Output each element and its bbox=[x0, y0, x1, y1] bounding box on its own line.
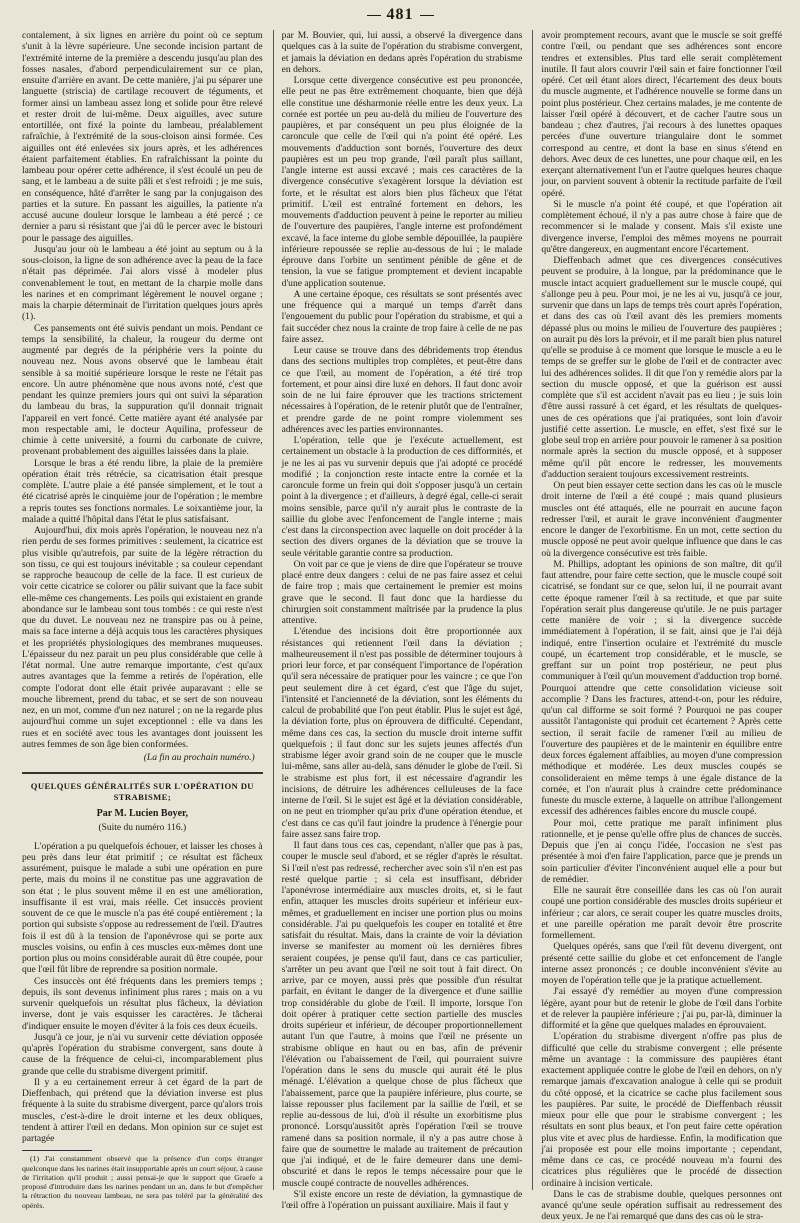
paragraph: On peut bien essayer cette section dans les cas où le muscle droit interne de l'œil a été coupé ; mais quand plusieurs muscles ont été attaqués, elle ne pourrait en aucune façon redresser l'œil, et aurait le grave inconvénient d'augmenter encore le danger de l'exorbitisme. En un mot, cette section du muscle opposé ne peut avoir quelque influence que dans le cas où la divergence consécutive est très faible. bbox=[541, 480, 783, 559]
paragraph: L'opération du strabisme divergent n'offre pas plus de difficulté que celle du strabisme convergent ; elle présente même un avantage : la commissure des paupières étant exactement appliquée contre le globe de l'œil en dehors, on n'y remarque jamais d'excavation analogue à celle qui se produit du côté opposé, et la cicatrice se cache plus facilement sous les paupières. Par suite, le procédé de Dieffenbach réussit mieux pour elle que pour le strabisme convergent ; les résultats en sont plus beaux, et l'on peut faire cette opération plus vite et avec plus de hardiesse. Enfin, la modification que j'ai proposée est pour elle moins importante ; cependant, même dans ce cas, ce procédé nouveau m'a fourni des cicatrices plus régulières que le procédé de dissection ordinaire à incision verticale. bbox=[541, 1031, 783, 1189]
article-title: QUELQUES GÉNÉRALITÉS SUR L'OPÉRATION DU STRABISME; bbox=[30, 781, 254, 803]
paragraph: avoir promptement recours, avant que le muscle se soit greffé contre l'œil, ou pendant que ses adhérences sont encore tendres et extensibles. Plus tard elle serait complètement inutile. Il faut alors couvrir l'œil sain et faire fonctionner l'œil opéré. Cet œil étant alors direct, l'écartement des deux bouts du muscle augmente, et l'adhérence nouvelle se forme dans un point plus postérieur. Chez certains malades, je me contente de laisser l'œil opéré à découvert, et de cacher l'autre sous un bandeau ; chez d'autres, j'ai recours à des lunettes opaques percées d'une ouverture triangulaire dont le sommet correspond au centre, et dont la base en sinus s'étend en dehors. Avec deux de ces lunettes, une pour chaque œil, en les exerçant alternativement l'un et l'autre quelques heures chaque jour, on parvient souvent à obtenir la rectitude parfaite de l'œil opéré. bbox=[541, 30, 783, 199]
column-right bbox=[532, 30, 783, 1223]
paragraph: M. Phillips, adoptant les opinions de son maître, dit qu'il faut attendre, pour faire cette section, que le muscle coupé soit cicatrisé, se fondant sur ce que, selon lui, il ne pourrait avant cette époque ramener l'œil à sa rectitude, et que par suite l'opération serait plus dangereuse qu'utile. Je ne puis partager cette manière de voir ; si la divergence succède immédiatement à l'opération, il se fait, ainsi que je l'ai déjà indiqué, entre l'insertion oculaire et l'extrémité du muscle coupé, un écartement trop considérable, et le muscle, se greffant sur un point trop postérieur, ne peut plus communiquer à l'œil qu'un mouvement d'adduction trop borné. Pourquoi attendre que cette consolidation vicieuse soit accomplie ? Dans les fractures, attend-t-on, pour les réduire, qu'un cal difforme se soit formé ? Pourquoi ne pas couper aussitôt l'antagoniste qui produit cet écartement ? Après cette section, il serait facile de ramener l'œil au milieu de l'ouverture des paupières et de le maintenir en équilibre entre deux forces également affaiblies, au moyen d'une compression méthodique et modérée. Les deux muscles coupés se consolideraient en même temps à une égale distance de la cornée, et l'on n'aurait plus à craindre cette prédominance funeste du muscle externe, à laquelle on attribue l'allongement excessif des adhérences faibles encore du muscle coupé. bbox=[541, 558, 783, 818]
text-columns bbox=[22, 30, 783, 1223]
paragraph: Leur cause se trouve dans des débridements trop étendus dans des sections multiples trop complètes, et peut-être dans ce que l'œil, au moment de l'opération, a été tiré trop fortement, et pour ainsi dire luxé en dehors. Il faut donc avoir soin de ne lui faire éprouver que les tractions strictement nécessaires à l'opération, de le retenir plutôt que de l'entraîner, et prendre garde de ne point rompre violemment ses adhérences avec les parties environnantes. bbox=[281, 345, 523, 435]
paragraph: S'il existe encore un reste de déviation, la gymnastique de l'œil offre à l'opération un puissant auxiliaire. Mais il faut y bbox=[281, 1188, 523, 1211]
footnote: (1) J'ai constamment observé que la présence d'un corps étranger quelconque dans les narines était insupportable après un court séjour, à cause de l'irritation qu'il produit ; aussi pensai-je que le support que Graefe a proposé d'introduire dans les narines pendant un an, dans le but d'empêcher la rétraction du nouveau lambeau, ne sera pas toléré par la généralité des opérés. bbox=[22, 1154, 263, 1210]
column-left bbox=[22, 30, 263, 1210]
paragraph: Aujourd'hui, dix mois après l'opération, le nouveau nez n'a rien perdu de ses formes primitives : seulement, la cicatrice est plus visible qu'autrefois, par suite de la légère rétraction du son tissu, ce qui est toujours inévitable ; sa couleur cependant se rapproche beaucoup de celle de la face. Il est curieux de voir cette cicatrice se colorer ou pâlir suivant que la face subit elle-même ces changements. Les poils qui existaient en grande abondance sur le lambeau sont tous tombés : ce qui reste n'est que du duvet. Le nouveau nez ne transpire pas ou à peine, mais sa face interne a déjà acquis tous les caractères physiques et les propriétés physiologiques des membranes muqueuses. L'épaisseur du nez parait un peu plus considérable que celle à l'état normal. Une autre remarque importante, c'est qu'aux autres avantages que la femme a retirés de l'opération, elle compte l'odorat dont elle était privée auparavant : elle se mouche librement, prend du tabac, et se sert de son nouveau nez, en un mot, comme d'un nez naturel ; on ne la regarde plus aujourd'hui comme un sujet exceptionnel : elle va dans les rues et en société avec tous les avantages dont jouissent les autres femmes de son âge bien conformées. bbox=[22, 525, 263, 750]
paragraph: Ces pansements ont été suivis pendant un mois. Pendant ce temps la sensibilité, la chaleur, la rougeur du derme ont augmenté par degrés de la périphérie vers la pointe du nouveau nez. Nous avons observé que le lambeau était sensible à sa moitié supérieure lorsque le reste ne l'était pas encore. Un autre phénomène que nous avons noté, c'est que pendant les quinze premiers jours qui ont suivi la séparation du lambeau du bras, la suppuration qu'il donnait trignait l'appareil en vert foncé. Cette matière ayant été analysée par mon respectable ami, le docteur Aquilina, professeur de chimie à cette université, a fourni du carbonate de cuivre, provenant probablement des aiguilles laissées dans la plaie. bbox=[22, 322, 263, 458]
paragraph: Lorsque le bras a été rendu libre, la plaie de la première opération était très rétrécie, sa cicatrisation était presque complète. L'autre plaie a été pansée simplement, et le tout a été cicatrisé après le cinquième jour de l'opération ; le membre a repris toutes ses fonctions normales. Le soixantième jour, la malade a quitté l'hôpital dans l'état le plus satisfaisant. bbox=[22, 457, 263, 525]
paragraph: Il faut dans tous ces cas, cependant, n'aller que pas à pas, couper le muscle seul d'abord, et se régler d'après le résultat. Si l'œil n'est pas redressé, rechercher avec soin s'il n'en est pas resté quelque partie ; si cela est insuffisant, débrider l'aponévrose intermédiaire aux muscles droits, et, si le faut enfin, attaquer les muscles droits supérieur et inférieur eux-mêmes, et graduellement en inciser une portion plus ou moins considérable. J'ai pu quelquefois les couper en totalité et être satisfait du résultat. Mais, dans la crainte de voir la déviation inverse se manifester au moment où les dernières fibres seraient coupées, je pense qu'il faut, dans ce cas particulier, s'arrêter un peu avant que l'œil ne soit tout à fait direct. On arrive, par ce moyen, aussi près que possible d'un résultat parfait, en évitant le danger de la divergence et d'une saillie trop considérable du globe de l'œil. Il importe, lorsque l'on doit opérer à pratiquer cette section partielle des muscles droits supérieur et inférieur, de découper proportionnellement autant l'un que l'autre, à moins que l'œil ne présente un strabisme oblique en haut ou en bas, afin de prévenir l'élévation ou l'abaissement de l'œil, qui pourraient suivre l'opération dans le sens du muscle qui aurait été le plus ménagé. L'élévation a quelque chose de plus fâcheux que l'abaissement, parce que la paupière inférieure, plus courte, se laisse repousser plus facilement par la saillie de l'œil, et se replie au-dessous de lui, d'où il résulte un exorbitisme plus prononcé. Lorsqu'aussitôt après l'opération l'œil se trouve ramené dans sa position normale, il n'y a pas autre chose à faire que de soumettre le malade au traitement de précaution que j'ai indiqué, et de le faire demeurer dans une demi-obscurité et dans le repos le temps nécessaire pour que le muscle coupé contracte de nouvelles adhérences. bbox=[281, 840, 523, 1189]
article-subtitle: (Suite du numéro 116.) bbox=[98, 823, 187, 834]
paragraph: Jusqu'au jour où le lambeau a été joint au septum ou à la sous-cloison, la ligne de son adhérence avec la peau de la face n'était pas déprimée. J'ai alors vissé à modeler plus convenablement le tout, en mettant de la charpie molle dans les narines et en comprimant légèrement le nouvel organe ; mais la charpie déterminait de l'irritation quelques jours après (1). bbox=[22, 243, 263, 323]
article-author: Par M. Lucien Boyer, bbox=[96, 808, 189, 820]
paragraph: Ces insuccès ont été fréquents dans les premiers temps ; depuis, ils sont devenus infiniment plus rares ; mais on a vu survenir quelquefois un résultat plus fâcheux, la déviation inverse, dont je vais esquisser les caractères. Je tâcherai d'indiquer ensuite le moyen d'éviter à la fois ces deux écueils. bbox=[22, 975, 263, 1032]
paragraph: On voit par ce que je viens de dire que l'opérateur se trouve placé entre deux dangers : celui de ne pas faire assez et celui de faire trop ; mais que certainement le premier est moins grave que le second. Il faut donc que la hardiesse du chirurgien soit constamment maîtrisée par la prudence la plus attentive. bbox=[281, 558, 523, 626]
paragraph: A une certaine époque, ces résultats se sont présentés avec une fréquence qui a marqué un temps d'arrêt dans l'engouement du public pour l'opération du strabisme, et qui a fait succéder chez nous la crainte de trop faire à celle de ne pas faire assez. bbox=[281, 288, 523, 345]
paragraph: L'opération a pu quelquefois échouer, et laisser les choses à peu près dans leur état primitif ; ce résultat est fâcheux assurément, puisque le malade a subi une opération en pure perte, mais du moins il ne constitue pas une aggravation de son état ; le plus souvent même il en est une amélioration, insuffisante il est vrai, mais réelle. Cet insuccès provient souvent de ce que le muscle n'a pas été coupé entièrement ; la portion qui subsiste s'oppose au redressement de l'œil. D'autres fois il est dû à la tension de l'aponévrose qui se porte aux muscles voisins, ou enfin à ces muscles eux-mêmes dont une portion plus ou moins considérable aurait dû être coupée, pour que l'œil fût libre de reprendre sa position normale. bbox=[22, 840, 263, 976]
column-middle bbox=[273, 30, 523, 1211]
paragraph: Elle ne saurait être conseillée dans les cas où l'on aurait coupé une portion considérable des muscles droits supérieur et inférieur ; car alors, ce serait couper les quatre muscles droits, et une pareille opération me paraît devoir être proscrite formellement. bbox=[541, 885, 783, 941]
paragraph: Jusqu'à ce jour, je n'ai vu survenir cette déviation opposée qu'après l'opération du strabisme convergent, sans doute à cause de la fréquence de celui-ci, incomparablement plus grande que celle du strabisme divergent primitif. bbox=[22, 1031, 263, 1077]
section-divider bbox=[22, 772, 263, 774]
paragraph: Il y a eu certainement erreur à cet égard de la part de Dieffenbach, qui prétend que la déviation inverse est plus fréquente à la suite du strabisme divergent, parce qu'alors trois muscles, c'est-à-dire le droit interne et les deux obliques, tendent à attirer l'œil en dedans. Mon opinion sur ce sujet est partagée bbox=[22, 1076, 263, 1144]
paragraph: J'ai essayé d'y remédier au moyen d'une compression légère, ayant pour but de retenir le globe de l'œil dans l'orbite et de relever la paupière inférieure ; j'ai pu, par-là, diminuer la difformité et la gêne que quelques malades en éprouvaient. bbox=[541, 986, 783, 1031]
paragraph: contalement, à six lignes en arrière du point où ce septum s'unit à la lèvre supérieure. Une seconde incision partant de l'extrémité interne de la première a descendu jusqu'au plan des fosses nasales, d'abord perpendiculairement sur ce plan, ensuite d'arrière en avant. De cette manière, j'ai pu séparer une languette (striscia) de cartilage recouvert de téguments, et former ainsi un lambeau assez long et solide pour être relevé et rester droit de lui-même. Deux aiguilles, avec suture entortillée, ont fixé la pointe du lambeau, préalablement rafraîchie, à l'extrémité de la sous-cloison ainsi formée. Ces aiguilles ont été enlevées six jours après, et les adhérences étaient parfaitement établies. En rafraîchissant la pointe du lambeau pour opérer cette adhérence, il s'est écoulé un peu de sang, et le lambeau a de suite pâli et s'est refroidi ; je me suis, en conséquence, hâté d'arrêter le sang par la conjugaison des parties et la suture. En passant les aiguilles, la patiente n'a accusé aucune douleur lorsque le lambeau a été percé ; ce dernier a paru si résistant que j'ai dû le percer avec le bistouri pour le passage des aiguilles. bbox=[22, 30, 263, 244]
paragraph: Quelques opérés, sans que l'œil fût devenu divergent, ont présenté cette saillie du globe et cet enfoncement de l'angle interne assez prononcés ; ce double inconvénient s'évite au moyen de l'opération telle que je la pratique actuellement. bbox=[541, 941, 783, 986]
footnote-divider bbox=[22, 1150, 92, 1151]
paragraph: L'opération, telle que je l'exécute actuellement, est certainement un obstacle à la production de ces difformités, et je ne les ai pas vu survenir depuis que j'ai adopté ce procédé modifié ; la conjonction reste intacte entre la cornée et la caroncule forme un frein qui doit s'opposer jusqu'à un certain point à la divergence ; et d'ailleurs, à degré égal, celle-ci serait moins sensible, parce qu'il n'y aurait plus le contraste de la saillie du globe avec l'enfoncement de l'angle interne ; mais c'est dans la circonspection avec laquelle on doit procéder à la section des divers organes de la déviation que se trouve la seule véritable garantie contre sa production. bbox=[281, 435, 523, 559]
to-be-continued-note: (La fin au prochain numéro.) bbox=[143, 752, 255, 763]
paragraph: Lorsque cette divergence consécutive est peu prononcée, elle peut ne pas être extrêmement choquante, bien que déjà elle constitue une désharmonie réelle entre les deux yeux. La cornée est portée un peu au-delà du milieu de l'ouverture des paupières, et par conséquent un peu plus éloignée de la caroncule que celle de l'œil qui n'a point été opéré. Les mouvements d'adduction sont bornés, l'ouverture des deux paupières est un peu trop grande, l'œil paraît plus saillant, l'angle interne est aussi excavé ; mais ces caractères de la divergence consécutive s'exagèrent lorsque la déviation est forte, et le résultat est alors bien plus fâcheux que l'état primitif. L'œil est entraîné fortement en dehors, les mouvements d'adduction peuvent à peine le reporter au milieu de l'ouverture des paupières, l'angle interne est profondément excavé, la face interne du globe semble dépouillée, la paupière inférieure repoussée se replie au-dessous de lui ; le malade éprouve dans l'orbite un sentiment pénible de gêne et de tension, la vue se fatigue promptement et devient incapable d'une application soutenue. bbox=[281, 75, 523, 289]
paragraph: Si le muscle n'a point été coupé, et que l'opération ait complètement échoué, il n'y a pas autre chose à faire que de recommencer si le malade y consent. Mais s'il existe une divergence inverse, l'emploi des mêmes moyens ne pourrait qu'être dangereux, en augmentant encore l'écartement. bbox=[541, 198, 783, 255]
paragraph: par M. Bouvier, qui, lui aussi, a observé la divergence dans quelques cas à la suite de l'opération du strabisme convergent, et jamais la déviation en dedans après l'opération du strabisme en dehors. bbox=[281, 30, 523, 75]
paragraph: Pour moi, cette pratique me paraît infiniment plus rationnelle, et je pense qu'elle offre plus de chances de succès. Depuis que j'en ai conçu l'idée, l'occasion ne s'est pas présentée à moi d'en faire l'application, parce que je prends un soin particulier d'éviter l'inconvénient auquel elle a pour but de remédier. bbox=[541, 817, 783, 885]
page-number: 481 bbox=[0, 6, 800, 24]
paragraph: Dans le cas de strabisme double, quelques personnes ont avancé qu'une seule opération suffisait au redressement des deux yeux. Je ne l'ai remarqué que dans des cas où le stra- bbox=[541, 1188, 783, 1223]
paragraph: L'étendue des incisions doit être proportionnée aux résistances qui retiennent l'œil dans la déviation ; malheureusement il n'est pas possible de déterminer toujours à priori leur force, et par conséquent l'importance de l'opération qu'il sera nécessaire de pratiquer pour les vaincre ; ce que l'on peut seulement dire à cet égard, c'est que l'âge du sujet, l'intensité et l'ancienneté de la déviation, sont les éléments du calcul de probabilité que l'on peut établir. Plus le sujet est âgé, la déviation forte, plus on éprouvera de difficulté. Cependant, même dans ces cas, la section du muscle droit interne suffit quelquefois ; il faut donc sur les sujets jeunes affectés d'un strabisme léger avoir grand soin de ne couper que le muscle lui-même, sans aller au-delà, sans dénuder le globe de l'œil. Si le strabisme est plus fort, il est nécessaire d'agrandir les incisions, de détruire les adhérences celluleuses de la face interne de l'œil. Si le sujet est âgé et la déviation considérable, on ne peut en triompher qu'au prix d'une opération étendue, et c'est dans ce cas qu'il faut joindre la prudence à l'énergie pour faire assez sans faire trop. bbox=[281, 626, 523, 840]
paragraph: Dieffenbach admet que ces divergences consécutives peuvent se produire, à la longue, par la prédominance que le muscle intact acquiert graduellement sur le muscle coupé, qui s'allonge peu à peu. Pour moi, je ne les ai vu, jusqu'à ce jour, survenir que dans un laps de temps très court après l'opération, et dans des cas où l'œil avant dès les premiers moments dépassé plus ou moins le milieu de l'ouverture des paupières ; on aurait pu dès lors la prévoir, et il me paraît bien plus naturel qu'elle se produise à ce moment que lorsque le muscle a eu le temps de se greffer sur le globe de l'œil et de contracter avec lui des adhérences solides. Il dit que l'on y remédie alors par la section du muscle opposé, et que la guérison est aussi complète que s'il est accident n'avait pas eu lieu ; je suis loin d'être aussi rassuré à cet égard, et les résultats de quelques-unes de ces opérations que j'ai pratiquées, sont loin d'avoir justifié cette assertion. Le muscle, en effet, s'est fixé sur le globe seul trop en arrière pour pouvoir le ramener à sa position normale après la section du muscle opposé, et à supposer même qu'il pût encore le redresser, les mouvements d'adduction seraient toujours excessivement restreints. bbox=[541, 255, 783, 480]
